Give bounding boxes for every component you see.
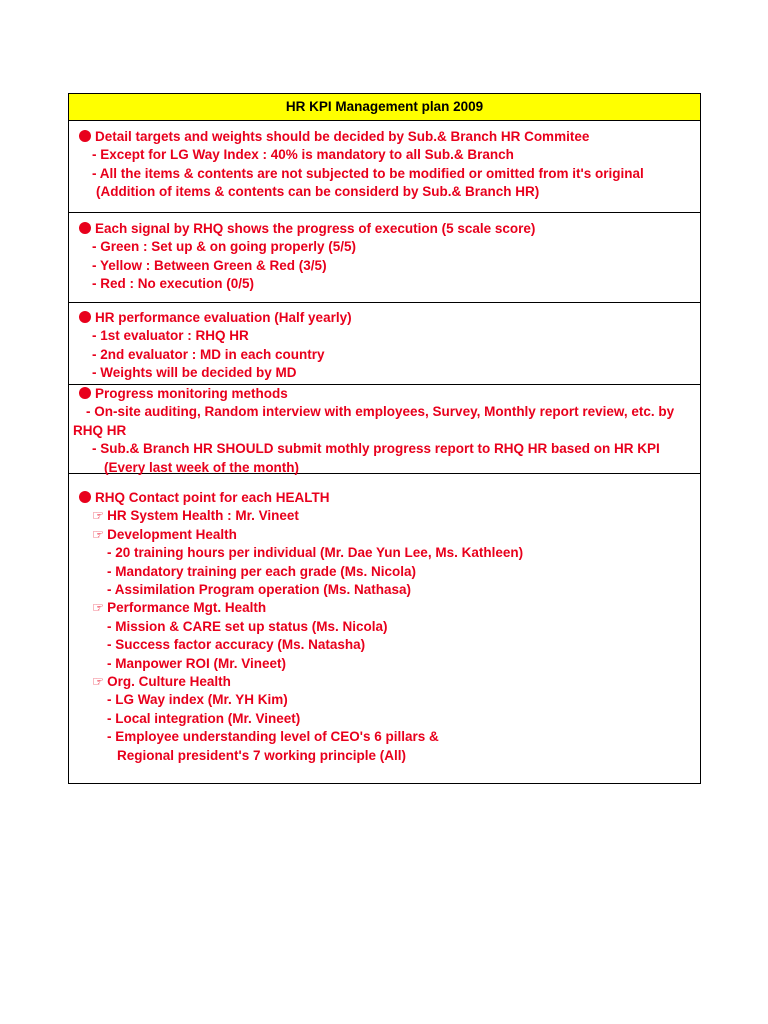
list-item: - Weights will be decided by MD [92,365,297,381]
pointing-hand-icon: ☞ [92,674,105,690]
list-item: - Red : No execution (0/5) [92,276,255,292]
health-area: ☞ HR System Health : Mr. Vineet [79,507,694,525]
section-heading: HR performance evaluation (Half yearly) [79,309,694,327]
list-item: - Sub.& Branch HR SHOULD submit mothly progress report to RHQ HR based on HR KPI [92,441,660,457]
list-item: - Mandatory training per each grade (Ms. Nicola) [107,563,417,579]
section-targets-weights [69,121,700,213]
list-item: - Local integration (Mr. Vineet) [107,710,301,726]
bullet-icon [79,387,91,399]
list-item: - Yellow : Between Green & Red (3/5) [92,257,327,273]
section-heading: Detail targets and weights should be decided by Sub.& Branch HR Commitee [79,128,694,146]
list-item: - LG Way index (Mr. YH Kim) [107,692,288,708]
section-heading: Progress monitoring methods [79,385,694,403]
list-item: (Addition of items & contents can be considerd by Sub.& Branch HR) [96,184,540,200]
section-heading: RHQ Contact point for each HEALTH [79,489,694,507]
page-title: HR KPI Management plan 2009 [69,94,700,121]
pointing-hand-icon: ☞ [92,600,105,616]
list-item: - Green : Set up & on going properly (5/5) [92,239,357,255]
list-item: - 2nd evaluator : MD in each country [92,346,325,362]
list-item: - Manpower ROI (Mr. Vineet) [107,655,287,671]
list-item: - All the items & contents are not subjected to be modified or omitted from it's original [92,165,644,181]
pointing-hand-icon: ☞ [92,508,105,524]
health-area: ☞ Performance Mgt. Health [79,599,694,617]
list-item: (Every last week of the month) [104,459,300,475]
section-progress-monitoring [69,385,700,474]
section-contact-points [69,474,700,783]
section-performance-evaluation [69,303,700,385]
kpi-plan-table [68,93,701,784]
list-item: - Except for LG Way Index : 40% is mandatory to all Sub.& Branch [92,147,514,163]
health-area: ☞ Development Health [79,526,694,544]
list-item: - 1st evaluator : RHQ HR [92,328,249,344]
pointing-hand-icon: ☞ [92,526,105,542]
section-heading: Each signal by RHQ shows the progress of execution (5 scale score) [79,220,694,238]
bullet-icon [79,222,91,234]
list-item: - Mission & CARE set up status (Ms. Nicola) [107,618,388,634]
list-item: Regional president's 7 working principle (All) [117,747,407,763]
bullet-icon [79,130,91,142]
bullet-icon [79,491,91,503]
list-item: - On-site auditing, Random interview with employees, Survey, Monthly report review, etc. by RHQ HR [73,404,675,438]
list-item: - 20 training hours per individual (Mr. Dae Yun Lee, Ms. Kathleen) [107,545,524,561]
bullet-icon [79,311,91,323]
section-signal-scores [69,213,700,303]
list-item: - Employee understanding level of CEO's 6 pillars & [107,729,439,745]
health-area: ☞ Org. Culture Health [79,673,694,691]
list-item: - Assimilation Program operation (Ms. Nathasa) [107,582,412,598]
list-item: - Success factor accuracy (Ms. Natasha) [107,637,366,653]
